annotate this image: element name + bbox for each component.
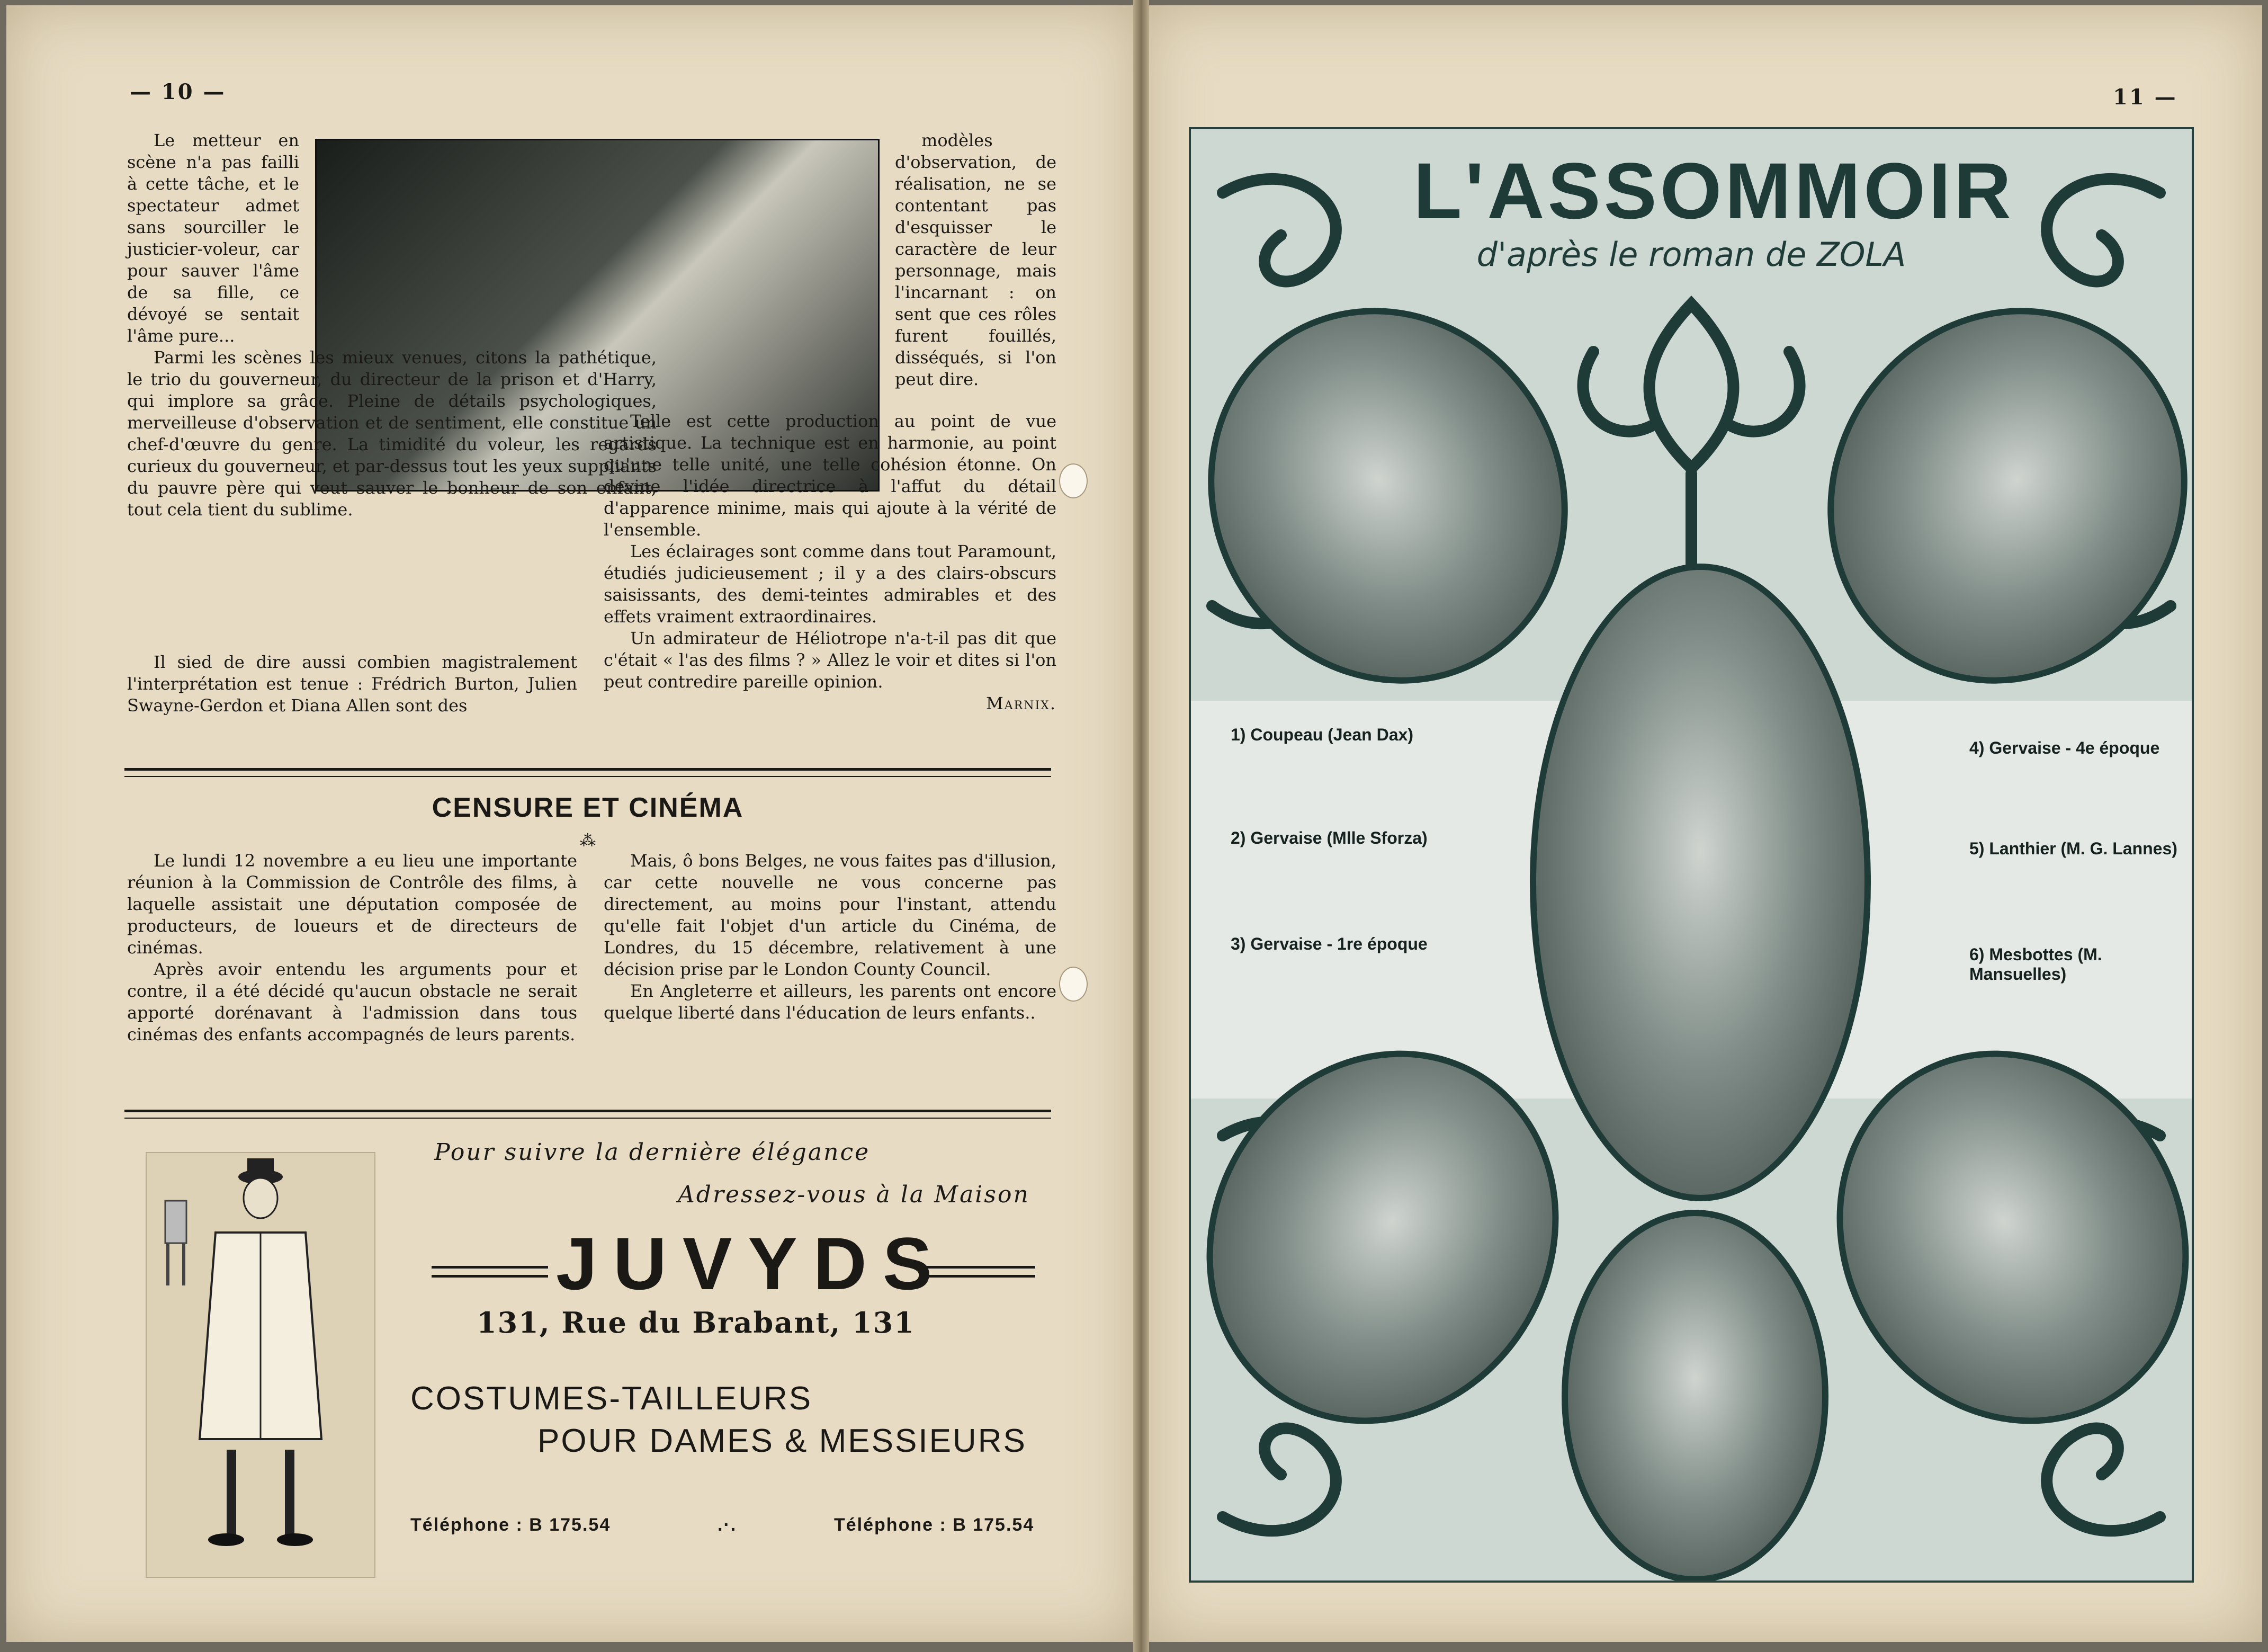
article-paragraph: Il sied de dire aussi combien magistralement l'interprétation est tenue : Frédrich Burton, Julien Swayne-Gerdon et Diana Allen sont des — [127, 652, 577, 716]
punch-hole — [1059, 463, 1088, 498]
article-column-1-cont — [127, 651, 577, 717]
article-paragraph: Telle est cette production au point de vue artistique. La technique est en harmonie, au point qu'une telle unité, une telle cohésion étonne. On devine l'idée directrice à l'affut du détail d'apparence minime, mais qui ajoute à la vérité de l'ensemble. — [604, 411, 1056, 540]
article-column-2 — [895, 130, 1056, 390]
portrait-gervaise-center — [1530, 564, 1871, 1201]
brand-rule-left — [432, 1266, 548, 1278]
poster-subtitle: d'après le roman de ZOLA — [1476, 235, 1906, 274]
censure-paragraph: En Angleterre et ailleurs, les parents ont encore quelque liberté dans l'éducation de leurs enfants.. — [604, 981, 1056, 1023]
ad-service-line-1: COSTUMES-TAILLEURS — [410, 1380, 813, 1417]
telephone-left: Téléphone : B 175.54 — [410, 1515, 611, 1535]
shop-address: 131, Rue du Brabant, 131 — [477, 1306, 915, 1340]
ad-service-line-2: POUR DAMES & MESSIEURS — [537, 1423, 1027, 1459]
article-signature: Marnix. — [986, 693, 1056, 713]
cast-item-6: 6) Mesbottes (M. Mansuelles) — [1969, 945, 2102, 984]
cast-item-2: 2) Gervaise (Mlle Sforza) — [1231, 828, 1428, 847]
ad-line-2: Adressez-vous à la Maison — [678, 1181, 1030, 1208]
article-paragraph: Un admirateur de Héliotrope n'a-t-il pas dit que c'était « l'as des films ? » Allez le voir et dites si l'on peut contredire pareille opinion. — [604, 628, 1056, 692]
punch-hole — [1059, 967, 1088, 1002]
censure-heading: CENSURE ET CINÉMA — [432, 792, 744, 823]
portrait-mesbottes — [1562, 1210, 1828, 1583]
cast-item-3: 3) Gervaise - 1re époque — [1231, 934, 1428, 953]
assommoir-poster — [1189, 127, 2194, 1583]
article-paragraph: Parmi les scènes les mieux venues, citons la pathétique, le trio du gouverneur, du directeur de la prison et d'Harry, qui implore sa grâce. Pleine de détails psychologiques, merveilleuse d'observation et de sentiment, elle constitue un chef-d'œuvre du genre. La timidité du voleur, les regards curieux du gouverneur, et par-dessus tout les yeux suppliants du pauvre père qui veut sauver le bonheur de son enfant, tout cela tient du sublime. — [127, 347, 657, 520]
telephone-separator: .·. — [718, 1515, 737, 1535]
cast-item-5: 5) Lanthier (M. G. Lannes) — [1969, 839, 2177, 858]
tailor-illustration — [146, 1152, 375, 1578]
heading-ornament: ⁂ — [580, 832, 596, 850]
section-rule — [124, 768, 1051, 777]
censure-paragraph: Après avoir entendu les arguments pour et contre, il a été décidé qu'aucun obstacle ne serait apporté dorénavant à l'admission dans tous cinémas des enfants accompagnés de leurs parents. — [127, 959, 577, 1044]
censure-column-1 — [127, 850, 577, 1046]
censure-column-2 — [604, 850, 1056, 1024]
article-paragraph: modèles d'observation, de réalisation, ne se contentant pas d'esquisser le caractère de leur personnage, mais l'incarnant : on sent que ces rôles furent fouillés, disséqués, si l'on peut dire. — [895, 130, 1056, 389]
cast-item-1: 1) Coupeau (Jean Dax) — [1231, 725, 1413, 744]
article-paragraph: Le metteur en scène n'a pas failli à cette tâche, et le spectateur admet sans sourciller le justicier-voleur, car pour sauver l'âme de sa fille, ce dévoyé se sentait l'âme pure... — [127, 130, 299, 346]
telephone-right: Téléphone : B 175.54 — [834, 1515, 1035, 1535]
censure-paragraph: Mais, ô bons Belges, ne vous faites pas d'illusion, car cette nouvelle ne vous concerne pas directement, au moins pour l'instant, attendu qu'elle fait l'objet d'un article du Cinéma, de Londres, du 15 décembre, relativement à une décision prise par le London County Council. — [604, 851, 1056, 979]
ad-line-1: Pour suivre la dernière élégance — [434, 1139, 871, 1166]
gutter — [1133, 0, 1149, 1652]
poster-title: L'ASSOMMOIR — [1413, 146, 2014, 235]
article-column-2-cont — [604, 410, 1056, 715]
gentleman-coat-icon — [147, 1153, 374, 1577]
censure-paragraph: Le lundi 12 novembre a eu lieu une importante réunion à la Commission de Contrôle des films, à laquelle assistait une députation composée de producteurs, de loueurs et de directeurs de cinémas. — [127, 851, 577, 958]
cast-item-4: 4) Gervaise - 4e époque — [1969, 738, 2160, 757]
page-number-right: 11 — — [2113, 85, 2177, 110]
article-paragraph: Les éclairages sont comme dans tout Paramount, étudiés judicieusement ; il y a des clairs-obscurs saisissants, des demi-teintes admirables et des effets vraiment extraordinaires. — [604, 541, 1056, 627]
brand-rule-right — [919, 1266, 1035, 1278]
section-rule — [124, 1110, 1051, 1119]
brand-name: JUVYDS — [556, 1222, 948, 1305]
page-number-left: — 10 — — [130, 79, 226, 104]
